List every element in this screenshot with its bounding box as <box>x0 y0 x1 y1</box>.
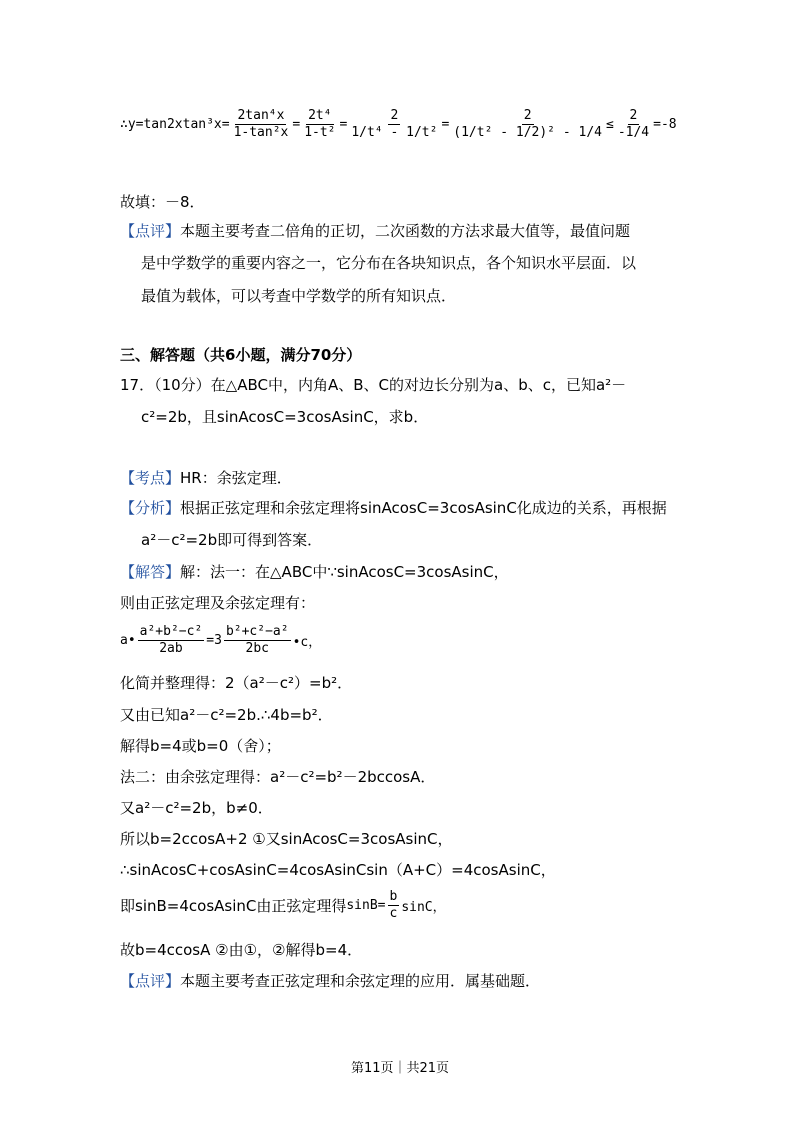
fenxi-tag: 【分析】 <box>120 499 181 517</box>
formula-result: =-8 <box>653 117 677 132</box>
frac-5-den: -1/4 <box>617 125 650 140</box>
comment-1-text-1: 本题主要考查二倍角的正切，二次函数的方法求最大值等，最值问题 <box>180 222 631 240</box>
formula-frac-2 <box>302 108 337 141</box>
frac-5-num: 2 <box>629 108 638 123</box>
formula-frac-1 <box>232 108 291 141</box>
formula-prefix: ∴y=tan2xtan³x= <box>120 117 230 132</box>
comment-1-line-2: 是中学数学的重要内容之一，它分布在各块知识点，各个知识水平层面．以 <box>141 254 637 272</box>
eq-frac-2-den: 2bc <box>245 641 269 656</box>
solution-line-5: 法二：由余弦定理得：a²－c²=b²－2bccosA． <box>120 768 436 786</box>
eq-frac-1 <box>138 624 205 657</box>
solution-line-10: 故b=4ccosA ②由①，②解得b=4． <box>120 941 363 959</box>
comment-1-line-1 <box>120 220 630 242</box>
jieda-text: 解：法一：在△ABC中∵sinAcosC=3cosAsinC， <box>180 563 509 581</box>
line-9-num: b <box>389 889 398 904</box>
solution-line-3: 又由已知a²－c²=2b.∴4b=b²． <box>120 706 333 724</box>
line-9-den: c <box>389 906 398 921</box>
section-title: 三、解答题（共6小题，满分70分） <box>120 346 362 364</box>
solution-line-4: 解得b=4或b=0（舍）； <box>120 737 281 755</box>
top-formula <box>120 108 677 141</box>
le-sign: ≤ <box>605 117 614 132</box>
solution-line-8: ∴sinAcosC+cosAsinC=4cosAsinCsin（A+C）=4cosAsinC， <box>120 861 556 879</box>
solution-line-7: 所以b=2ccosA+2 ①又sinAcosC=3cosAsinC， <box>120 830 453 848</box>
formula-frac-3 <box>349 108 439 141</box>
kaodian-text: HR：余弦定理． <box>180 469 292 487</box>
eq-mid: =3 <box>206 633 222 648</box>
comment-2-text: 本题主要考查正弦定理和余弦定理的应用．属基础题． <box>180 972 541 990</box>
line-9-math-pre: sinB= <box>346 898 386 913</box>
eq-frac-1-den: 2ab <box>159 641 183 656</box>
frac-3-den: 1/t⁴ - 1/t² <box>351 125 438 140</box>
eq-1: = <box>292 117 301 132</box>
frac-1-den: 1-tan²x <box>233 125 289 140</box>
eq-a: a• <box>120 633 136 648</box>
eq-3: = <box>441 117 450 132</box>
solution-line-1: 则由正弦定理及余弦定理有： <box>120 594 316 612</box>
question-17-line-1: 17．（10分）在△ABC中，内角A、B、C的对边长分别为a、b、c，已知a²－ <box>120 376 627 394</box>
jieda-line <box>120 561 509 583</box>
solution-line-6: 又a²－c²=2b，b≠0． <box>120 799 273 817</box>
frac-1-num: 2tan⁴x <box>237 108 285 123</box>
solution-line-9 <box>120 889 446 922</box>
comment-1-line-3: 最值为载体，可以考查中学数学的所有知识点． <box>141 287 457 305</box>
formula-frac-5 <box>616 108 651 141</box>
jieda-tag: 【解答】 <box>120 563 181 581</box>
frac-3-num: 2 <box>390 108 399 123</box>
fenxi-line-1 <box>120 497 667 519</box>
line-9-text: 即sinB=4cosAsinC由正弦定理得 <box>120 897 347 915</box>
solution-line-2: 化简并整理得：2（a²－c²）=b²． <box>120 674 353 692</box>
frac-2-num: 2t⁴ <box>308 108 332 123</box>
comment-2-tag: 【点评】 <box>120 972 181 990</box>
frac-2-den: 1-t² <box>304 125 336 140</box>
eq-end: •c， <box>292 635 322 650</box>
frac-4-num: 2 <box>523 108 532 123</box>
answer-fill: 故填：－8． <box>120 193 205 211</box>
kaodian-tag: 【考点】 <box>120 469 181 487</box>
fenxi-text-1: 根据正弦定理和余弦定理将sinAcosC=3cosAsinC化成边的关系，再根据 <box>180 499 667 517</box>
page-footer: 第11页｜共21页 <box>350 1061 450 1076</box>
eq-frac-2-num: b²+c²−a² <box>225 624 289 639</box>
line-9-math-post: sinC， <box>401 900 446 915</box>
kaodian-line <box>120 467 292 489</box>
eq-frac-2 <box>224 624 291 657</box>
solution-equation <box>120 624 321 657</box>
fenxi-line-2: a²－c²=2b即可得到答案． <box>141 531 323 549</box>
eq-2: = <box>339 117 348 132</box>
frac-4-den: (1/t² - 1/2)² - 1/4 <box>453 125 602 140</box>
formula-frac-4 <box>451 108 604 141</box>
question-17-line-2: c²=2b，且sinAcosC=3cosAsinC，求b． <box>141 408 429 426</box>
eq-frac-1-num: a²+b²−c² <box>139 624 203 639</box>
line-9-frac <box>388 889 400 922</box>
comment-2-line <box>120 970 540 992</box>
comment-1-tag: 【点评】 <box>120 222 181 240</box>
